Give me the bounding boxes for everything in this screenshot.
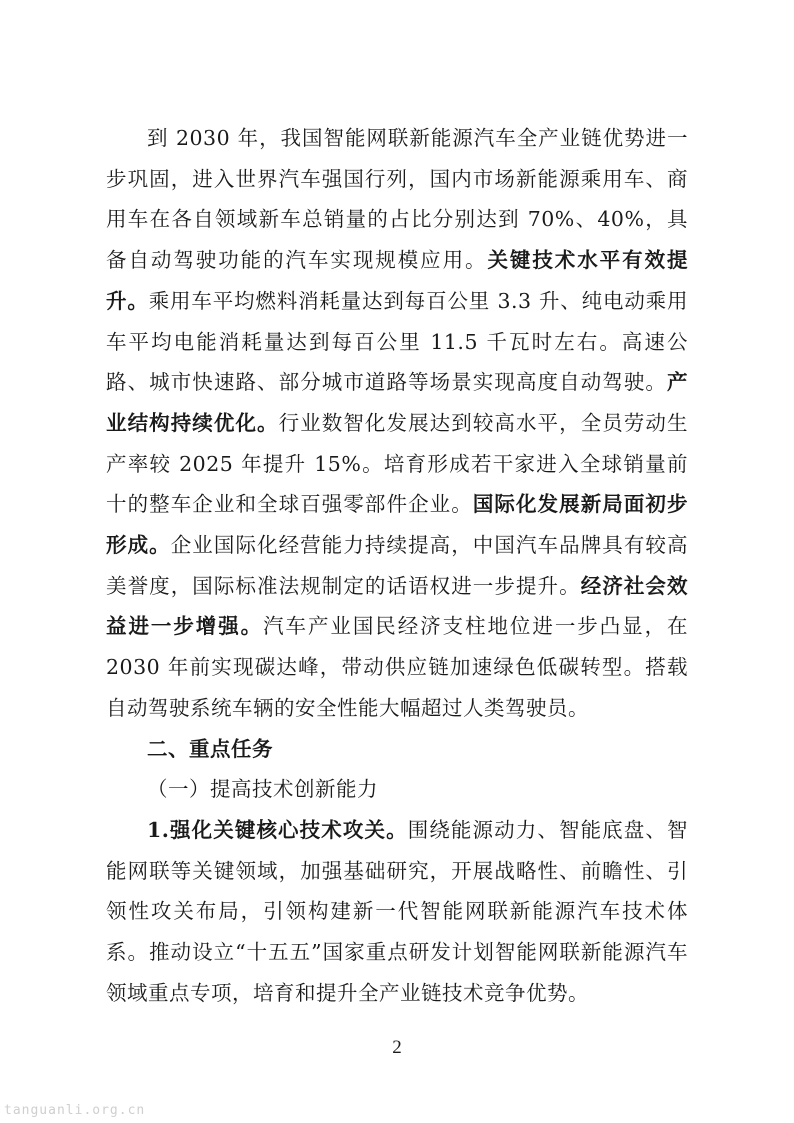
document-body — [106, 118, 688, 1013]
text-run: 企业国际化经营能力持续提高，中国汽车品牌具有较高美誉度，国际标准法规制定的话语权进一步提升。 — [106, 533, 689, 598]
bold-text-run: 国际化发展新局面初步形成。 — [106, 492, 689, 558]
text-run: （一）提高技术创新能力 — [147, 777, 378, 802]
section-heading — [106, 729, 688, 770]
text-run: 行业数智化发展达到较高水平，全员劳动生产率较 2025 年提升 15%。培育形成若干家进入全球销量前十的整车企业和全球百强零部件企业。 — [106, 410, 689, 517]
watermark-text: tanguanli.org.cn — [4, 1103, 146, 1118]
bold-text-run: 1.强化关键核心技术攻关。 — [147, 817, 408, 842]
paragraph — [106, 810, 688, 1014]
text-run: 到 2030 年，我国智能网联新能源汽车全产业链优势进一步巩固，进入世界汽车强国行列，国内市场新能源乘用车、商用车在各自领域新车总销量的占比分别达到 70%、40%，具备自动驾驶功能的汽车实现规模应用。 — [106, 126, 688, 273]
bold-text-run: 经济社会效益进一步增强。 — [106, 573, 689, 639]
text-run: 汽车产业国民经济支柱地位进一步凸显，在 2030 年前实现碳达峰，带动供应链加速绿色低碳转型。搭载自动驾驶系统车辆的安全性能大幅超过人类驾驶员。 — [106, 614, 689, 720]
subsection-heading — [106, 769, 688, 810]
text-run: 乘用车平均燃料消耗量达到每百公里 3.3 升、纯电动乘用车平均电能消耗量达到每百公里 11.5 千瓦时左右。高速公路、城市快速路、部分城市道路等场景实现高度自动驾驶。 — [106, 288, 688, 395]
page-number: 2 — [392, 1037, 402, 1058]
text-run: 围绕能源动力、智能底盘、智能网联等关键领域，加强基础研究，开展战略性、前瞻性、引领性攻关布局，引领构建新一代智能网联新能源汽车技术体系。推动设立“十五五”国家重点研发计划智能网联新能源汽车领域重点专项，培育和提升全产业链技术竞争优势。 — [106, 817, 688, 1005]
paragraph — [106, 118, 688, 729]
bold-text-run: 产业结构持续优化。 — [106, 370, 688, 435]
bold-text-run: 关键技术水平有效提升。 — [106, 248, 689, 313]
bold-text-run: 二、重点任务 — [147, 736, 273, 761]
